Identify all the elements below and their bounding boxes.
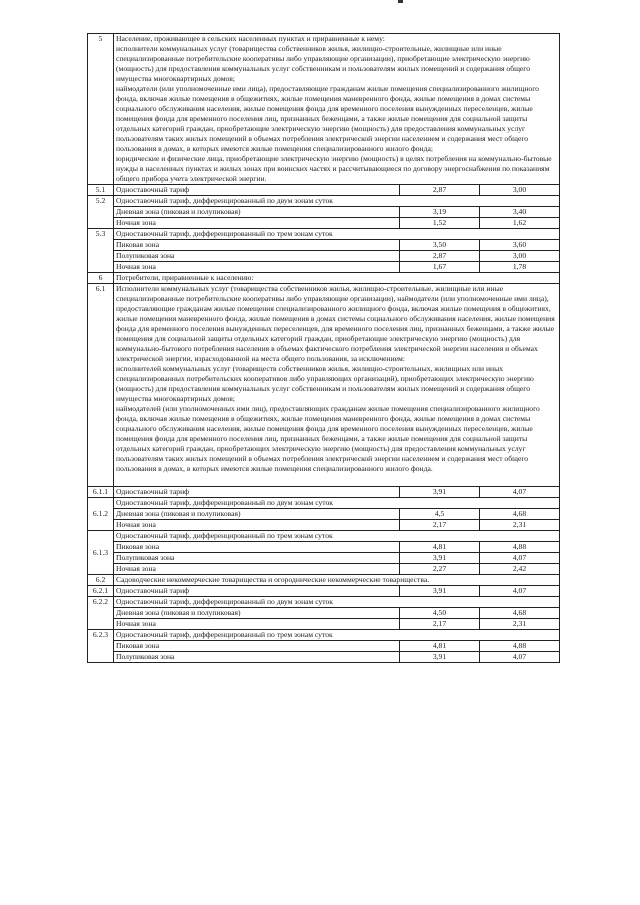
table-row <box>88 608 560 619</box>
tariff-value-2: 4,07 <box>480 487 560 498</box>
row-number: 6.2 <box>88 575 114 586</box>
tariff-value-2: 4,68 <box>480 608 560 619</box>
row-number: 6.1.1 <box>88 487 114 498</box>
zone-label: Дневная зона (пиковая и полупиковая) <box>114 608 400 619</box>
zone-label: Ночная зона <box>114 619 400 630</box>
row-number: 6.1.2 <box>88 498 114 531</box>
row-number: 6.2.2 <box>88 597 114 630</box>
tariff-value-2: 4,07 <box>480 652 560 663</box>
table-row <box>88 509 560 520</box>
table-row <box>88 641 560 652</box>
tariff-table <box>87 33 560 663</box>
zone-label: Ночная зона <box>114 520 400 531</box>
row-description: Одноставочный тариф, дифференцированный по трем зонам суток <box>114 630 560 641</box>
row-description: Население, проживающее в сельских населенных пунктах и приравненные к нему: исполнители коммунальных услуг (товарищества собственников жилья, жилищно-строительные, жилищные или иные специализированные потребительские кооперативы либо управляющие организации), приобретающие электрическую энергию (мощность) для предоставления коммунальных услуг собственникам и пользователям жилых помещений и содержания общего имущества многоквартирных домов; наймодатели (или уполномоченные ими лица), предоставляющие гражданам жилые помещения специализированного жилищного фонда, включая жилые помещения в общежитиях, жилые помещения маневренного фонда, жилые помещения в домах системы социального обслуживания населения, жилые помещения фонда для временного поселения вынужденных переселенцев, жилые помещения фонда для временного поселения лиц, признанных беженцами, а также жилые помещения для социальной защиты отдельных категорий граждан, приобретающие электрическую энергию (мощность) для предоставления коммунальных услуг пользователям таких жилых помещений в объемах потребления электрической энергии населением и содержания мест общего пользования в домах, в которых имеются жилые помещения специализированного жилого фонда; юридические и физические лица, приобретающие электрическую энергию (мощность) в целях потребления на коммунально-бытовые нужды в населенных пунктах и жилых зонах при воинских частях и рассчитывающиеся по договору энергоснабжения по показаниям общего прибора учета электрической энергии. <box>114 34 560 185</box>
tariff-value-1: 2,17 <box>400 619 480 630</box>
table-row <box>88 229 560 240</box>
tariff-value-1: 2,17 <box>400 520 480 531</box>
zone-label: Ночная зона <box>114 218 400 229</box>
table-row <box>88 597 560 608</box>
tariff-value-2: 4,07 <box>480 586 560 597</box>
row-description: Одноставочный тариф, дифференцированный по двум зонам суток <box>114 498 560 509</box>
row-number: 6.2.1 <box>88 586 114 597</box>
zone-label: Пиковая зона <box>114 542 400 553</box>
tariff-value-2: 4,07 <box>480 553 560 564</box>
row-description: Исполнители коммунальных услуг (товарищества собственников жилья, жилищно-строительные, жилищные или иные специализированные потребительские кооперативы либо управляющие организации), наймодатели (или уполномоченные ими лица), предоставляющие гражданам жилые помещения специализированного жилищного фонда, включая жилые помещения в общежитиях, жилые помещения маневренного фонда, жилые помещения в домах системы социального обслуживания населения, жилые помещения фонда для временного поселения вынужденных переселенцев, для временного поселения лиц, признанных беженцами, а также жилые помещения для социальной защиты отдельных категорий граждан, приобретающие электрическую энергию (мощность) для коммунально-бытового потребления населения в объемах фактического потребления электрической энергии населения и объемах электрической энергии, израсходованной на места общего пользования, за исключением: исполнителей коммунальных услуг (товариществ собственников жилья, жилищно-строительных, жилищных или иных специализированных потребительских кооперативов либо управляющих организаций), приобретающих электрическую энергию (мощность) для предоставления коммунальных услуг собственникам и пользователям жилых помещений и содержания общего имущества многоквартирных домов; наймодателей (или уполномоченных ими лиц), предоставляющих гражданам жилые помещения специализированного жилищного фонда, включая жилые помещения в общежитиях, жилые помещения маневренного фонда, жилые помещения в домах системы социального обслуживания населения, жилые помещения фонда для временного поселения вынужденных переселенцев, жилые помещения фонда для временного поселения лиц, признанных беженцами, а также жилые помещения для социальной защиты отдельных категорий граждан, приобретающих электрическую энергию (мощность) для предоставления коммунальных услуг пользователям таких жилых помещений в объемах потребления электрической энергии населением и содержания мест общего пользования в домах, в которых имеются жилые помещения специализированного жилого фонда. <box>114 284 560 487</box>
row-number: 5.2 <box>88 196 114 229</box>
table-row <box>88 196 560 207</box>
table-row <box>88 652 560 663</box>
row-number: 5 <box>88 34 114 185</box>
tariff-value-1: 4,81 <box>400 542 480 553</box>
table-row <box>88 273 560 284</box>
tariff-value-1: 1,52 <box>400 218 480 229</box>
table-row <box>88 553 560 564</box>
tariff-value-2: 2,42 <box>480 564 560 575</box>
row-description: Одноставочный тариф <box>114 185 400 196</box>
zone-label: Дневная зона (пиковая и полупиковая) <box>114 207 400 218</box>
tariff-value-2: 3,40 <box>480 207 560 218</box>
row-description: Одноставочный тариф, дифференцированный по трем зонам суток <box>114 229 560 240</box>
tariff-value-1: 4,50 <box>400 608 480 619</box>
tariff-value-2: 2,31 <box>480 520 560 531</box>
zone-label: Полупиковая зона <box>114 251 400 262</box>
row-description: Потребители, приравненные к населению: <box>114 273 560 284</box>
tariff-value-1: 3,91 <box>400 553 480 564</box>
tariff-value-2: 1,62 <box>480 218 560 229</box>
table-row <box>88 520 560 531</box>
row-description: Одноставочный тариф, дифференцированный по двум зонам суток <box>114 597 560 608</box>
zone-label: Ночная зона <box>114 564 400 575</box>
zone-label: Полупиковая зона <box>114 652 400 663</box>
tariff-value-1: 3,50 <box>400 240 480 251</box>
table-row <box>88 630 560 641</box>
row-number: 6 <box>88 273 114 284</box>
table-row <box>88 575 560 586</box>
scan-mark <box>398 0 403 3</box>
row-description: Одноставочный тариф, дифференцированный по трем зонам суток <box>114 531 560 542</box>
tariff-value-1: 4,81 <box>400 641 480 652</box>
row-number: 5.3 <box>88 229 114 273</box>
table-row <box>88 542 560 553</box>
row-description: Одноставочный тариф <box>114 487 400 498</box>
table-row <box>88 284 560 487</box>
tariff-value-2: 3,00 <box>480 251 560 262</box>
zone-label: Полупиковая зона <box>114 553 400 564</box>
row-description: Одноставочный тариф, дифференцированный по двум зонам суток <box>114 196 560 207</box>
table-row <box>88 564 560 575</box>
tariff-value-1: 3,91 <box>400 652 480 663</box>
tariff-value-2: 4,88 <box>480 542 560 553</box>
tariff-value-1: 2,87 <box>400 185 480 196</box>
table-row <box>88 498 560 509</box>
row-number: 6.2.3 <box>88 630 114 663</box>
table-row <box>88 185 560 196</box>
row-number: 5.1 <box>88 185 114 196</box>
tariff-value-2: 4,88 <box>480 641 560 652</box>
tariff-value-1: 2,87 <box>400 251 480 262</box>
table-row <box>88 586 560 597</box>
zone-label: Ночная зона <box>114 262 400 273</box>
row-description: Садоводческие некоммерческие товарищества и огороднические некоммерческие товарищества. <box>114 575 560 586</box>
tariff-value-1: 1,67 <box>400 262 480 273</box>
tariff-value-1: 3,19 <box>400 207 480 218</box>
zone-label: Дневная зона (пиковая и полупиковая) <box>114 509 400 520</box>
row-number: 6.1 <box>88 284 114 487</box>
table-row <box>88 34 560 185</box>
tariff-value-1: 4,5 <box>400 509 480 520</box>
table-row <box>88 251 560 262</box>
table-row <box>88 531 560 542</box>
table-row <box>88 240 560 251</box>
tariff-value-2: 3,60 <box>480 240 560 251</box>
tariff-value-2: 4,68 <box>480 509 560 520</box>
zone-label: Пиковая зона <box>114 240 400 251</box>
table-row <box>88 487 560 498</box>
row-description: Одноставочный тариф <box>114 586 400 597</box>
tariff-value-2: 1,78 <box>480 262 560 273</box>
zone-label: Пиковая зона <box>114 641 400 652</box>
table-row <box>88 207 560 218</box>
tariff-value-1: 2,27 <box>400 564 480 575</box>
row-number: 6.1.3 <box>88 531 114 575</box>
tariff-value-2: 3,00 <box>480 185 560 196</box>
table-row <box>88 218 560 229</box>
table-row <box>88 619 560 630</box>
tariff-value-1: 3,91 <box>400 586 480 597</box>
tariff-value-1: 3,91 <box>400 487 480 498</box>
table-row <box>88 262 560 273</box>
tariff-value-2: 2,31 <box>480 619 560 630</box>
